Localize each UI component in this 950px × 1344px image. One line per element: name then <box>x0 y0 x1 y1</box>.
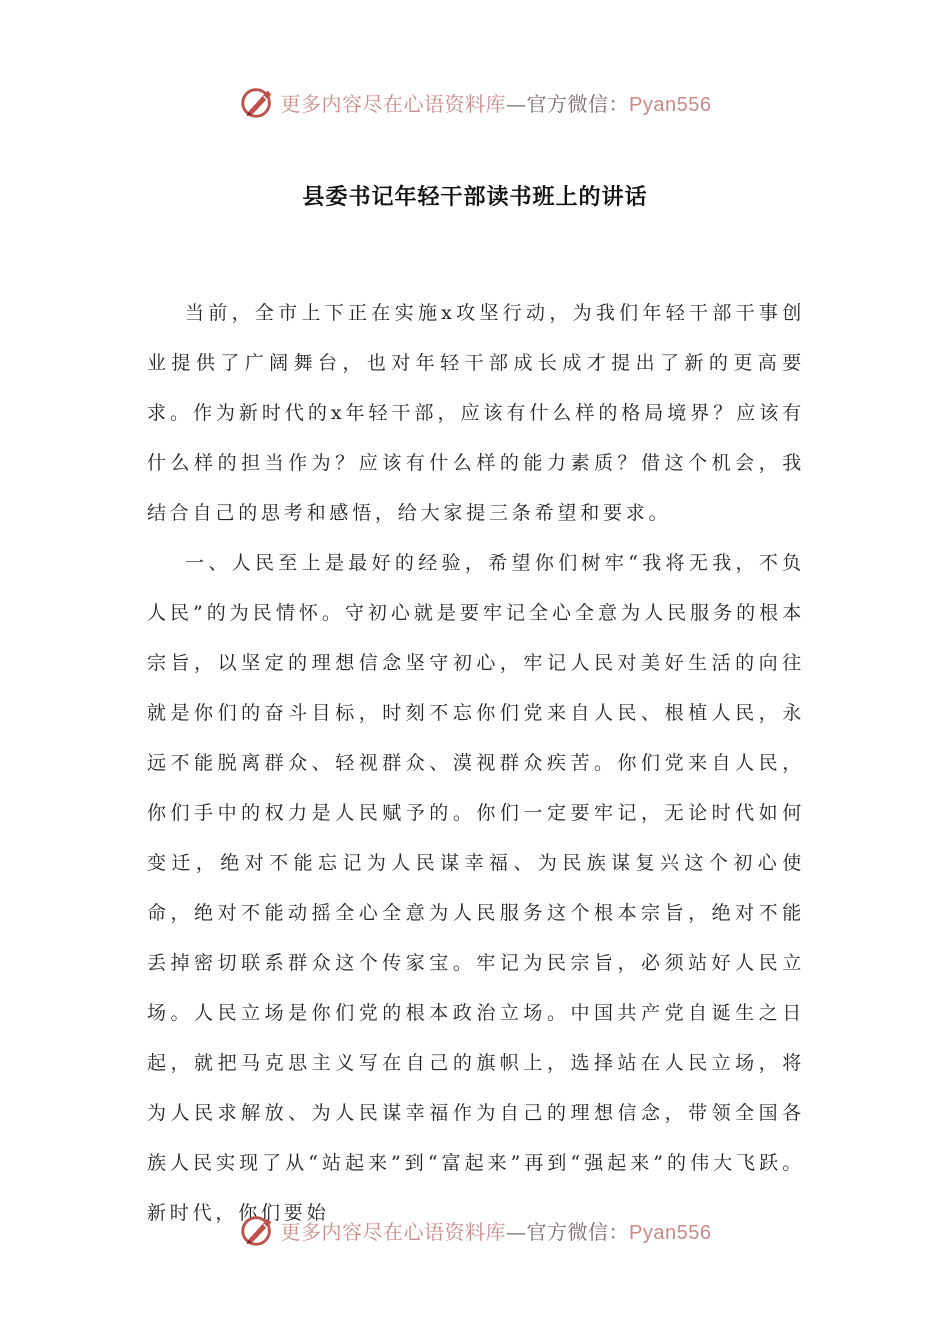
footer-watermark-banner <box>0 1208 950 1252</box>
paragraph-intro: 当前，全市上下正在实施x攻坚行动，为我们年轻干部干事创业提供了广阔舞台，也对年轻干部成长成才提出了新的更高要求。作为新时代的x年轻干部，应该有什么样的格局境界？应该有什么样的担当作为？应该有什么样的能力素质？借这个机会，我结合自己的思考和感悟，给大家提三条希望和要求。 <box>147 302 805 524</box>
watermark-text <box>281 1216 712 1245</box>
watermark-site-name: 更多内容尽在心语资料库 <box>280 91 507 116</box>
header-watermark-banner <box>0 80 950 124</box>
watermark-wechat-id: Pyan556 <box>629 93 712 116</box>
document-body <box>147 288 805 1238</box>
watermark-separator: —官方微信： <box>506 1219 630 1244</box>
watermark-text <box>281 88 712 117</box>
pen-logo-icon <box>239 1211 277 1249</box>
paragraph-section-one: 一、人民至上是最好的经验，希望你们树牢“我将无我，不负人民”的为民情怀。守初心就是要牢记全心全意为人民服务的根本宗旨，以坚定的理想信念坚守初心，牢记人民对美好生活的向往就是你们的奋斗目标，时刻不忘你们党来自人民、根植人民，永远不能脱离群众、轻视群众、漠视群众疾苦。你们党来自人民，你们手中的权力是人民赋予的。你们一定要牢记，无论时代如何变迁，绝对不能忘记为人民谋幸福、为民族谋复兴这个初心使命，绝对不能动摇全心全意为人民服务这个根本宗旨，绝对不能丢掉密切联系群众这个传家宝。牢记为民宗旨，必须站好人民立场。人民立场是你们党的根本政治立场。中国共产党自诞生之日起，就把马克思主义写在自己的旗帜上，选择站在人民立场，将为人民求解放、为人民谋幸福作为自己的理想信念，带领全国各族人民实现了从“站起来”到“富起来”再到“强起来”的伟大飞跃。新时代，你们要始 <box>147 552 805 1224</box>
document-title: 县委书记年轻干部读书班上的讲话 <box>302 185 648 210</box>
watermark-site-name: 更多内容尽在心语资料库 <box>280 1219 507 1244</box>
watermark-wechat-id: Pyan556 <box>629 1221 712 1244</box>
watermark-separator: —官方微信： <box>506 91 630 116</box>
pen-logo-icon <box>239 83 277 121</box>
